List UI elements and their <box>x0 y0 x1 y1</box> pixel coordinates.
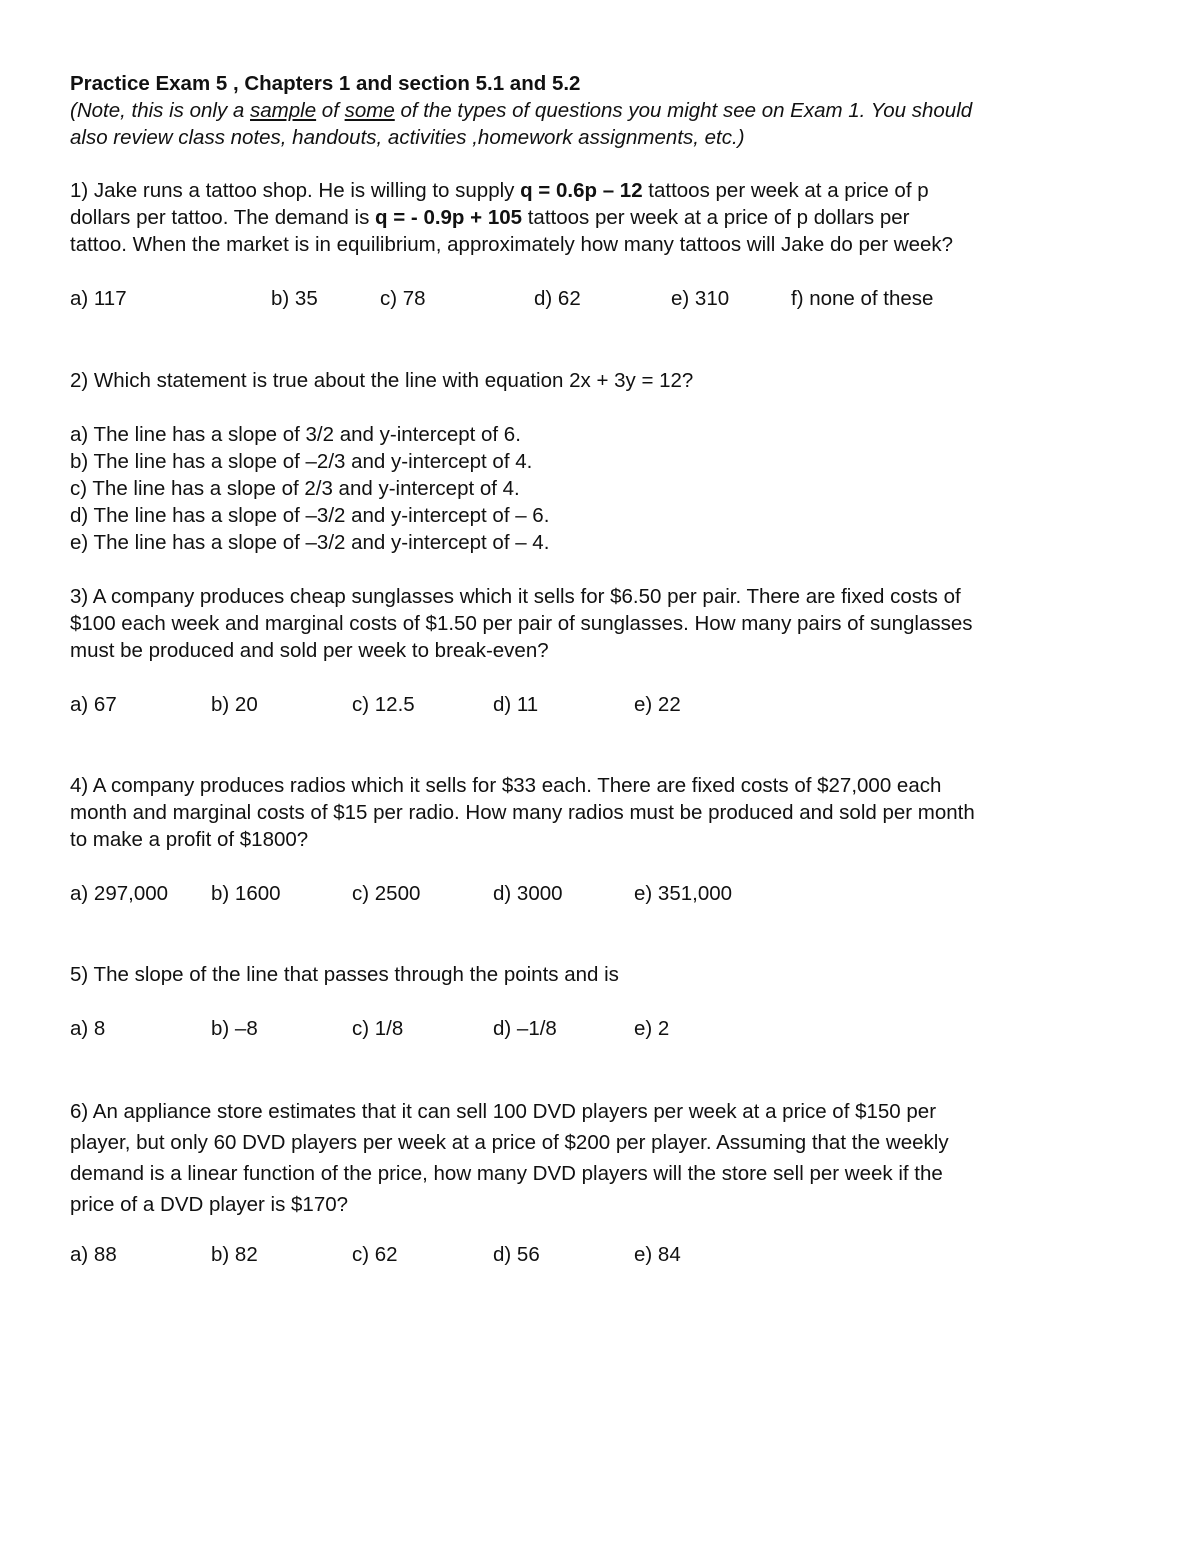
question-2 <box>70 367 1130 556</box>
note-text: (Note, this is only a <box>70 99 251 122</box>
note-underline-sample: sample <box>250 99 317 122</box>
answer-option-e: e) 22 <box>634 693 681 716</box>
question-text: tattoos per week at a price of p dollars per <box>522 206 910 229</box>
answer-options <box>70 285 1130 312</box>
answer-option-b: b) The line has a slope of –2/3 and y-intercept of 4. <box>70 450 533 473</box>
answer-option-c: c) 1/8 <box>352 1017 404 1040</box>
answer-option-a: a) 117 <box>70 287 127 310</box>
exam-page <box>70 70 1130 1266</box>
answer-option-c: c) The line has a slope of 2/3 and y-intercept of 4. <box>70 477 520 500</box>
supply-equation: q = 0.6p – 12 <box>520 179 643 202</box>
answer-option-a: a) The line has a slope of 3/2 and y-intercept of 6. <box>70 423 521 446</box>
answer-option-b: b) 82 <box>211 1243 258 1266</box>
question-text: dollars per tattoo. The demand is <box>70 206 376 229</box>
answer-options <box>70 691 1130 718</box>
answer-option-a: a) 88 <box>70 1243 117 1266</box>
answer-option-b: b) –8 <box>211 1017 258 1040</box>
question-text: 5) The slope of the line that passes through the points and is <box>70 963 619 986</box>
question-3 <box>70 583 1130 718</box>
answer-option-a: a) 67 <box>70 693 117 716</box>
answer-option-e: e) 84 <box>634 1243 681 1266</box>
question-text: tattoo. When the market is in equilibrium, approximately how many tattoos will Jake do per week? <box>70 233 954 256</box>
question-text: 6) An appliance store estimates that it can sell 100 DVD players per week at a price of $150 per <box>70 1100 937 1123</box>
answer-option-a: a) 8 <box>70 1017 106 1040</box>
question-text: 1) Jake runs a tattoo shop. He is willing to supply <box>70 179 521 202</box>
answer-option-c: c) 62 <box>352 1243 398 1266</box>
answer-option-e: e) The line has a slope of –3/2 and y-intercept of – 4. <box>70 531 550 554</box>
note-line: also review class notes, handouts, activities ,homework assignments, etc.) <box>70 126 745 149</box>
question-text: tattoos per week at a price of p <box>642 179 929 202</box>
answer-option-d: d) The line has a slope of –3/2 and y-intercept of – 6. <box>70 504 550 527</box>
note-text: of <box>316 99 345 122</box>
note-text: of the types of questions you might see on Exam 1. You should <box>394 99 973 122</box>
question-text: price of a DVD player is $170? <box>70 1193 349 1216</box>
answer-option-e: e) 351,000 <box>634 882 733 905</box>
question-text: month and marginal costs of $15 per radio. How many radios must be produced and sold per month <box>70 801 975 824</box>
demand-equation: q = - 0.9p + 105 <box>375 206 523 229</box>
answer-option-e: e) 310 <box>671 287 730 310</box>
answer-option-d: d) 11 <box>493 693 539 716</box>
question-text: $100 each week and marginal costs of $1.50 per pair of sunglasses. How many pairs of sunglasses <box>70 612 973 635</box>
answer-option-b: b) 35 <box>271 287 318 310</box>
answer-option-c: c) 12.5 <box>352 693 415 716</box>
question-text: 4) A company produces radios which it sells for $33 each. There are fixed costs of $27,000 each <box>70 774 942 797</box>
answer-option-d: d) 62 <box>534 287 581 310</box>
question-6 <box>70 1096 1130 1266</box>
question-text: 2) Which statement is true about the line with equation 2x + 3y = 12? <box>70 369 694 392</box>
exam-title: Practice Exam 5 , Chapters 1 and section 5.1 and 5.2 <box>70 72 581 95</box>
question-4 <box>70 772 1130 907</box>
answer-option-b: b) 1600 <box>211 882 281 905</box>
answer-option-a: a) 297,000 <box>70 882 169 905</box>
answer-option-d: d) 3000 <box>493 882 563 905</box>
answer-option-f: f) none of these <box>791 287 934 310</box>
question-1 <box>70 177 1130 312</box>
note-underline-some: some <box>344 99 395 122</box>
answer-option-e: e) 2 <box>634 1017 670 1040</box>
question-text: must be produced and sold per week to break-even? <box>70 639 549 662</box>
question-text: to make a profit of $1800? <box>70 828 309 851</box>
answer-option-d: d) 56 <box>493 1243 540 1266</box>
answer-option-b: b) 20 <box>211 693 258 716</box>
answer-options <box>70 1239 1130 1266</box>
question-5 <box>70 961 1130 1042</box>
answer-option-c: c) 2500 <box>352 882 421 905</box>
question-text: player, but only 60 DVD players per week at a price of $200 per player. Assuming that the weekly <box>70 1131 949 1154</box>
question-text: demand is a linear function of the price, how many DVD players will the store sell per week if the <box>70 1162 943 1185</box>
question-text: 3) A company produces cheap sunglasses which it sells for $6.50 per pair. There are fixed costs of <box>70 585 961 608</box>
answer-options <box>70 421 1130 556</box>
answer-option-c: c) 78 <box>380 287 426 310</box>
answer-options <box>70 880 1130 907</box>
exam-note <box>70 97 1130 151</box>
answer-option-d: d) –1/8 <box>493 1017 557 1040</box>
answer-options <box>70 1015 1130 1042</box>
